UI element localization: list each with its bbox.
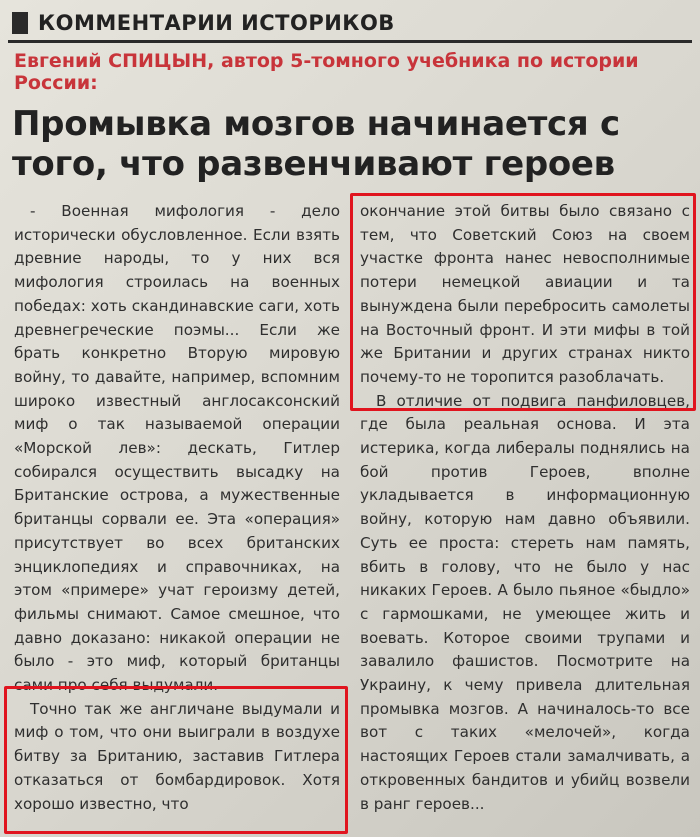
article-paragraph: Точно так же англичане выдумали и миф о том, что они выиграли в воздухе битву за Британию, заставив Гитлера отказаться от бомбардировок. Хотя хорошо известно, что (14, 699, 340, 813)
article-paragraph: окончание этой битвы было связано с тем, что Советский Союз на своем участке фронта нанес невосполнимые потери немецкой авиации и та вынуждена были перебросить самолеты на Восточный фронт. И эти мифы в той же Британии и других странах никто почему-то не торопится разоблачать. (360, 202, 690, 386)
section-title: КОММЕНТАРИИ ИСТОРИКОВ (38, 11, 395, 35)
article-headline: Промывка мозгов начинается с того, что развенчивают героев (12, 104, 620, 184)
section-header (8, 6, 692, 43)
highlight-box-right (350, 193, 696, 411)
article-paragraph: - Военная мифология - дело исторически обусловленное. Если взять древние народы, то у них вся мифология строилась на военных победах: хоть скандинавские саги, хоть древнегреческие поэмы... Если же брать конкретно Вторую мировую войну, то давайте, например, вспомним широко известный англосаксонский миф о так называемой операции «Морской лев»: дескать, Гитлер собирался осуществить высадку на Британские острова, а мужественные британцы сорвали ее. Эта «операция» присутствует во всех британских энциклопедиях и справочниках, на этом «примере» учат героизму детей, фильмы снимают. Самое смешное, что давно доказано: никакой операции не было - это миф, который британцы сами про себя выдумали. (14, 202, 340, 695)
article-paragraph: В отличие от подвига панфиловцев, где была реальная основа. И эта истерика, когда либералы поднялись на бой против Героев, вполне укладывается в информационную войну, которую нам давно объявили. Суть ее проста: стереть нам память, вбить в голову, что не было у нас никаких Героев. А было пьяное «быдло» с гармошками, не умеющее жить и воевать. Которое своими трупами и завалило фашистов. Посмотрите на Украину, к чему привела длительная промывка мозгов. А начиналось-то все вот с таких «мелочей», когда настоящих Героев стали замалчивать, а откровенных бандитов и убийц возвели в ранг героев... (360, 391, 690, 813)
square-icon (12, 12, 28, 34)
author-line: Евгений СПИЦЫН, автор 5-томного учебника по истории России: (14, 50, 639, 94)
highlight-box-left (4, 686, 348, 834)
